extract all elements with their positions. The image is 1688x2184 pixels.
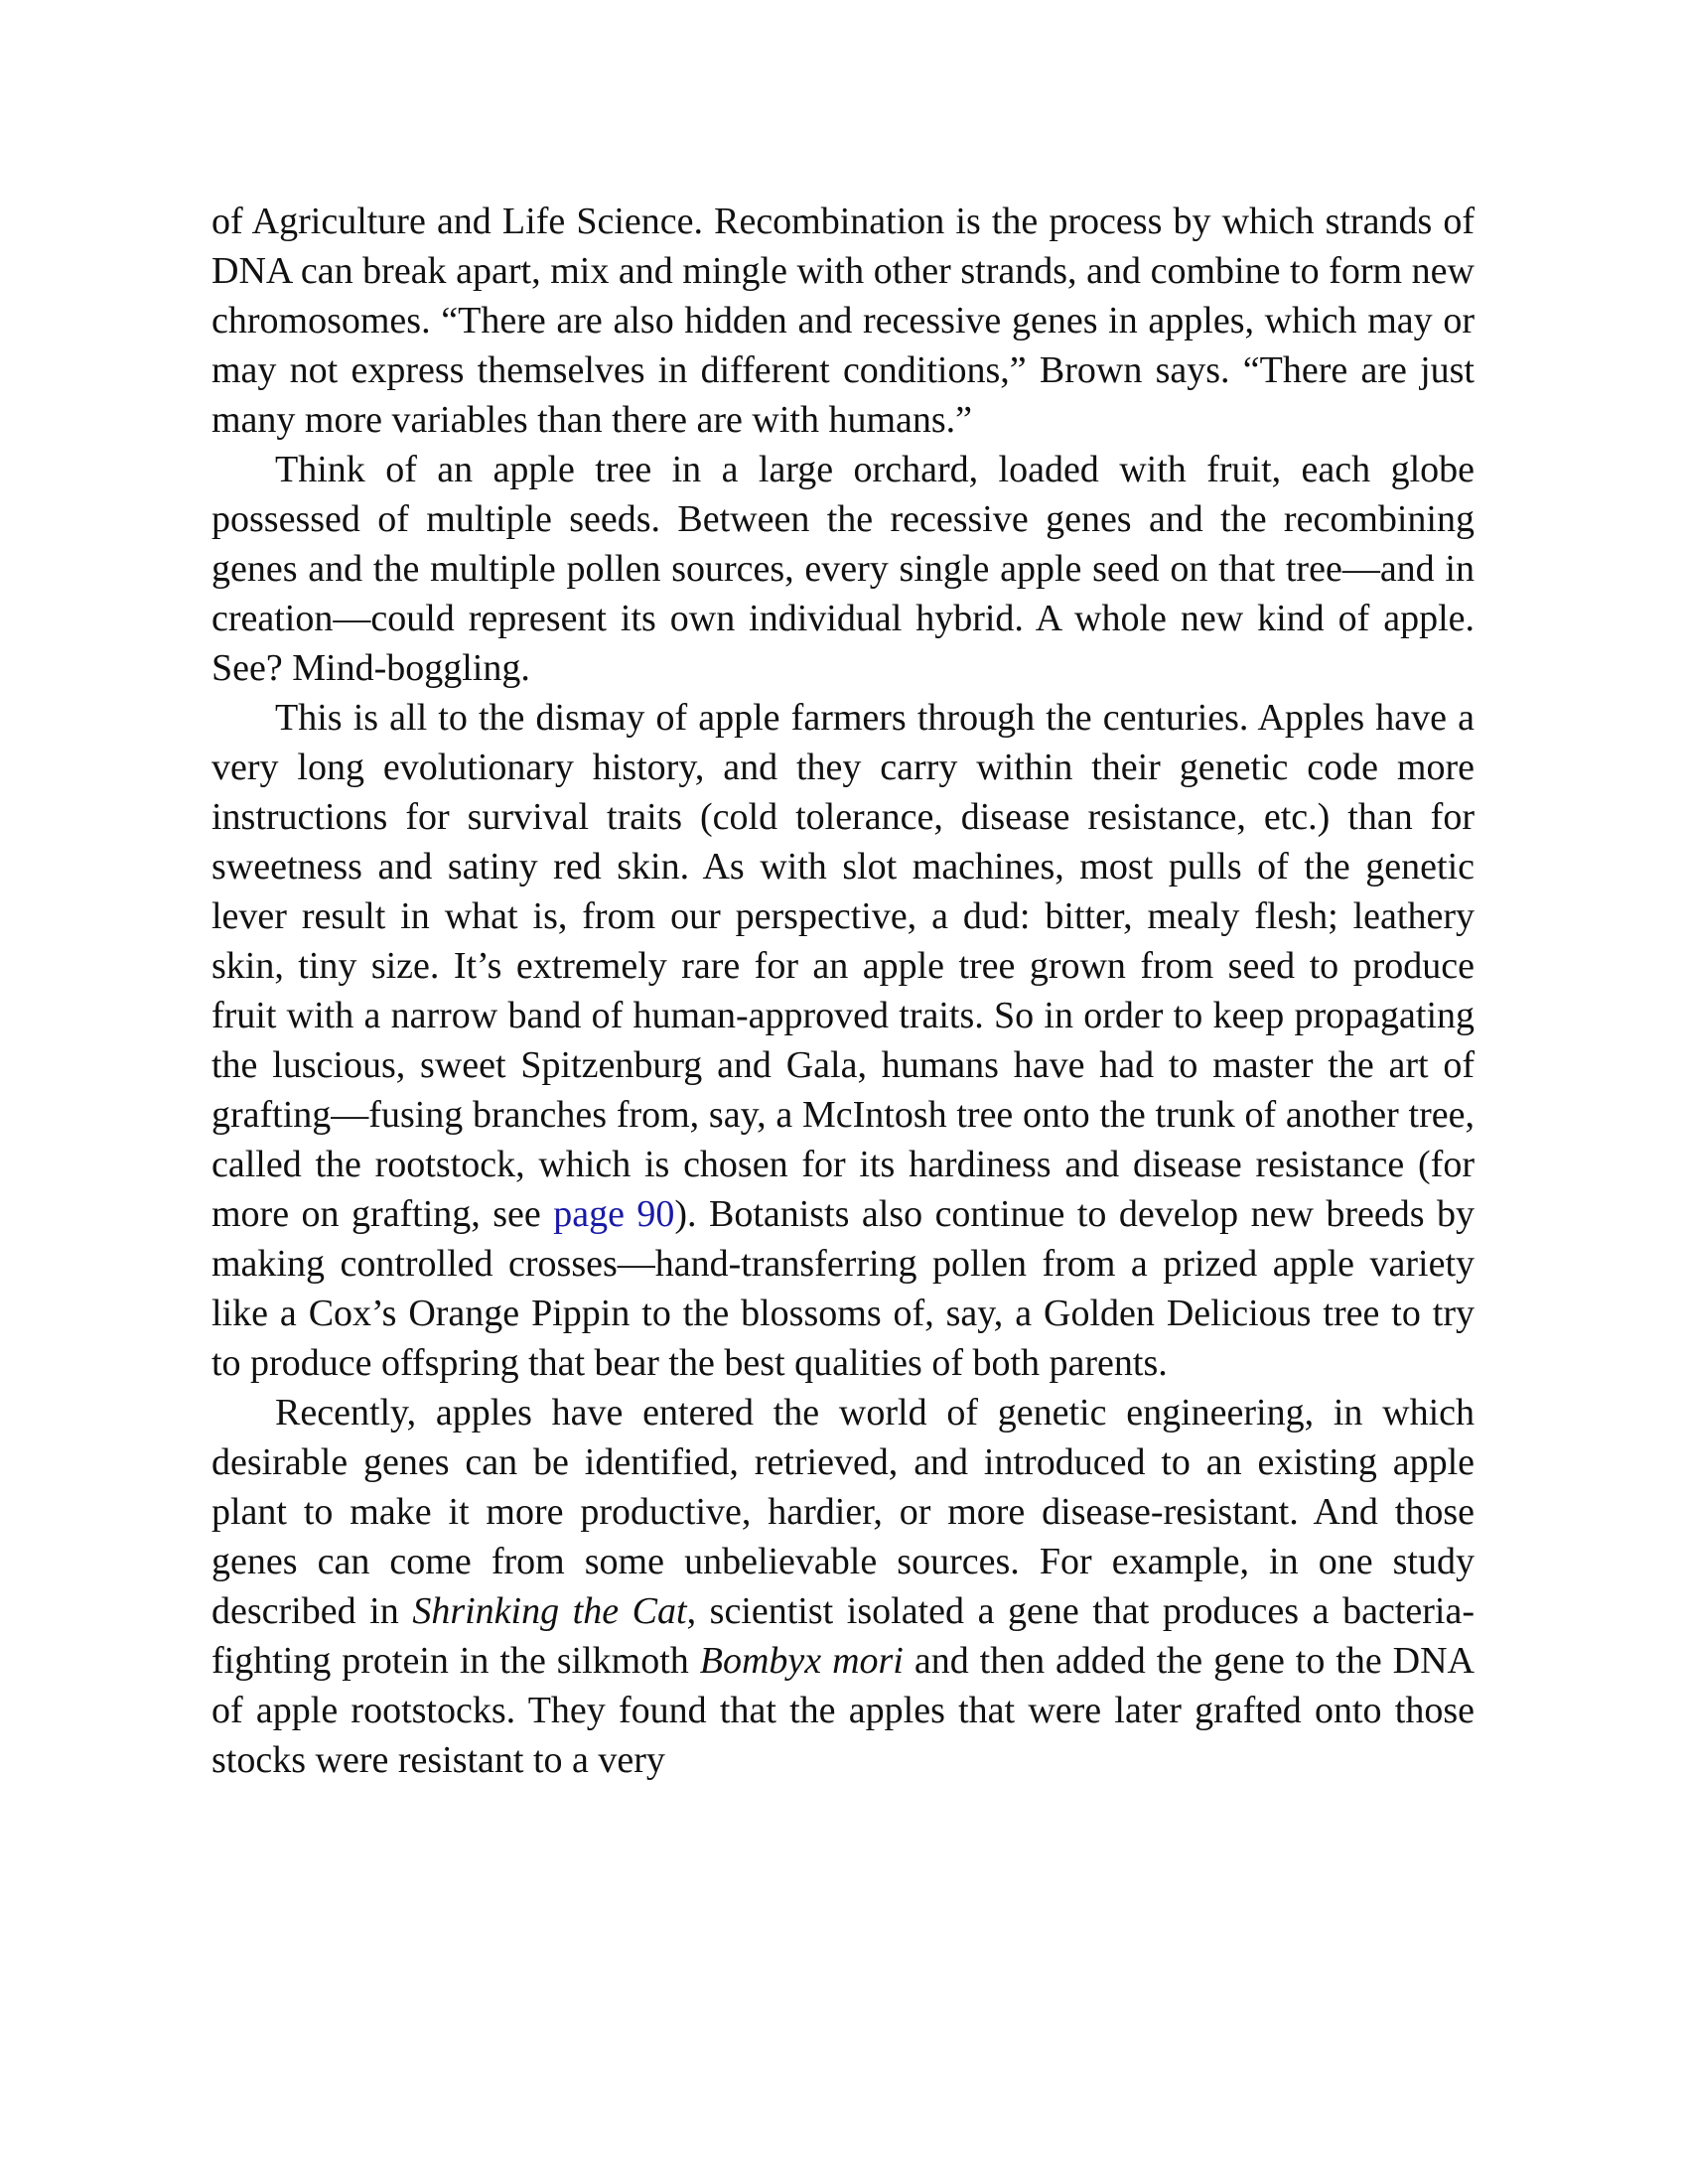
- paragraph-1: of Agriculture and Life Science. Recombination is the process by which strands of DNA can break apart, mix and mingle with other strands, and combine to form new chromosomes. “There are also hidden and recessive genes in apples, which may or may not express themselves in different conditions,” Brown says. “There are just many more variables than there are with humans.”: [211, 201, 1475, 441]
- paragraph-4-text-3: and then added the gene to the DNA of apple rootstocks. They found that the apples that were later grafted onto those stocks were resistant to a very: [211, 1640, 1475, 1781]
- paragraph-4: [211, 1388, 1475, 1785]
- paragraph-2: Think of an apple tree in a large orchard, loaded with fruit, each globe possessed of multiple seeds. Between the recessive genes and the recombining genes and the multiple pollen sources, every single apple seed on that tree—and in creation—could represent its own individual hybrid. A whole new kind of apple. See? Mind-boggling.: [211, 449, 1475, 689]
- page-body: [211, 197, 1475, 1785]
- book-title-italic: Shrinking the Cat: [412, 1590, 687, 1632]
- paragraph-3-text-after-link: ). Botanists also continue to develop new breeds by making controlled crosses—hand-transferring pollen from a prized apple variety like a Cox’s Orange Pippin to the blossoms of, say, a Golden Delicious tree to try to produce offspring that bear the best qualities of both parents.: [211, 1193, 1476, 1384]
- paragraph-3-text-before-link: This is all to the dismay of apple farmers through the centuries. Apples have a very long evolutionary history, and they carry within their genetic code more instructions for survival traits (cold tolerance, disease resistance, etc.) than for sweetness and satiny red skin. As with slot machines, most pulls of the genetic lever result in what is, from our perspective, a dud: bitter, mealy flesh; leathery skin, tiny size. It’s extremely rare for an apple tree grown from seed to produce fruit with a narrow band of human-approved traits. So in order to keep propagating the luscious, sweet Spitzenburg and Gala, humans have had to master the art of grafting—fusing branches from, say, a McIntosh tree onto the trunk of another tree, called the rootstock, which is chosen for its hardiness and disease resistance (for more on grafting, see: [211, 697, 1475, 1235]
- paragraph-3: [211, 693, 1475, 1388]
- page-90-link[interactable]: page 90: [553, 1193, 675, 1235]
- paragraph-4-text-1: Recently, apples have entered the world of genetic engineering, in which desirable genes can be identified, retrieved, and introduced to an existing apple plant to make it more productive, hardier, or more disease-resistant. And those genes can come from some unbelievable sources. For example, in one study described in: [211, 1392, 1475, 1632]
- species-name-italic: Bombyx mori: [699, 1640, 904, 1682]
- paragraph-4-text-2: , scientist isolated a gene that produces a bacteria-fighting protein in the silkmoth: [211, 1590, 1475, 1682]
